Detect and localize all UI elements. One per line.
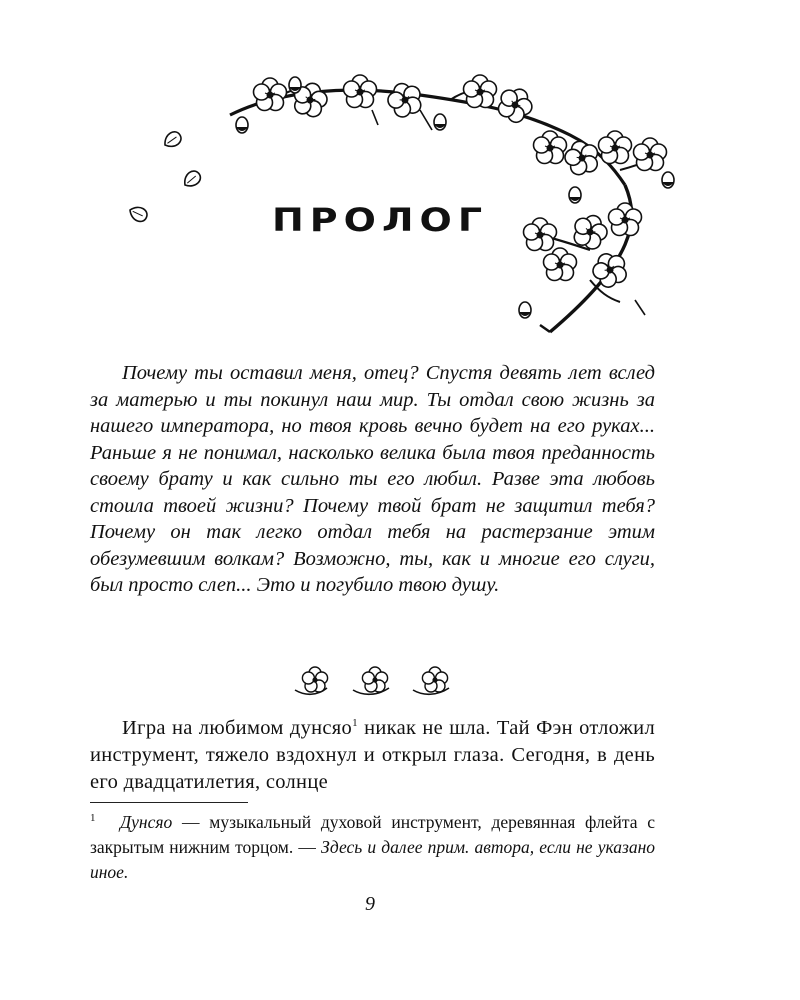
page-number: 9: [365, 893, 375, 915]
three-blossoms-icon: [285, 660, 465, 704]
body-text-rest: никак не шла. Тай Фэн отложил инструмент, тяжело вздохнул и открыл глаза. Сегодня, в день его двадцатилетия, солнце: [90, 717, 655, 793]
footnote: 1 Дунсяо — музыкальный духовой инструмент, деревянная флейта с закрытым нижним торцом. — Здесь и далее прим. автора, если не указано иное.: [90, 812, 655, 882]
footnote-term: Дунсяо: [120, 812, 173, 832]
body-text-start: Игра на любимом дунсяо: [122, 717, 353, 739]
footnote-reference[interactable]: 1: [352, 717, 358, 730]
body-paragraph: [90, 715, 655, 796]
footnote-definition: — музыкальный духовой инструмент, деревянная флейта с закрытым нижним торцом. —: [90, 812, 655, 857]
footnote-separator: [90, 802, 248, 803]
prologue-paragraph: Почему ты оставил меня, отец? Спустя девять лет вслед за матерью и ты покинул наш мир. Ты отдал свою жизнь за нашего императора, но твоя кровь вечно будет на его руках... Раньше я не понимал, насколько велика была твоя преданность своему брату и как сильно ты его любил. Разве эта любовь стоила твоей жизни? Почему твой брат не защитил тебя? Почему он так легко отдал тебя на растерзание этим обезумевшим волкам? Возможно, ты, как и многие его слуги, был просто слеп... Это и погубило твою душу.: [90, 362, 655, 596]
footnote-note: Здесь и далее прим. автора, если не указано иное.: [90, 837, 655, 882]
chapter-title: ПРОЛОГ: [272, 201, 489, 239]
